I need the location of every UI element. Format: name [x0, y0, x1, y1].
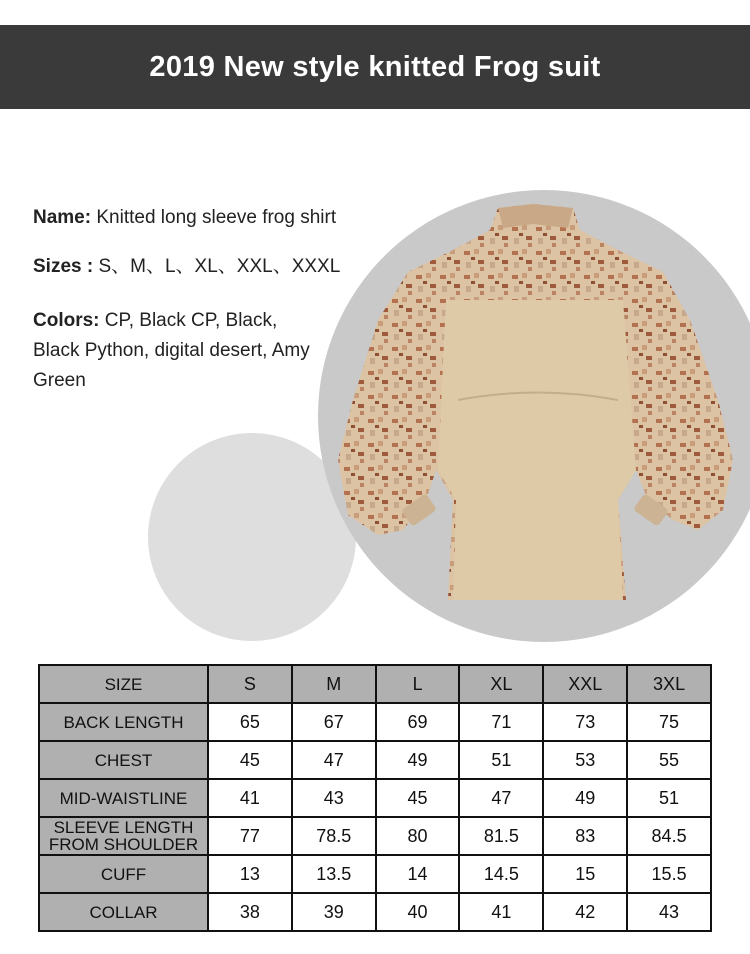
table-cell: 13.5 — [292, 855, 376, 893]
header-cell: SIZE — [39, 665, 208, 703]
row-label: CHEST — [39, 741, 208, 779]
table-cell: 42 — [543, 893, 627, 931]
table-cell: 39 — [292, 893, 376, 931]
sizes-value: S、M、L、XL、XXL、XXXL — [93, 256, 341, 277]
table-cell: 41 — [208, 779, 292, 817]
table-cell: 43 — [292, 779, 376, 817]
table-cell: 83 — [543, 817, 627, 855]
product-image-shirt — [318, 200, 750, 620]
table-cell: 41 — [459, 893, 543, 931]
table-cell: 80 — [376, 817, 460, 855]
table-row — [39, 855, 711, 893]
table-cell: 45 — [208, 741, 292, 779]
table-cell: 43 — [627, 893, 711, 931]
row-label: SLEEVE LENGTH FROM SHOULDER — [39, 817, 208, 855]
table-header-row — [39, 665, 711, 703]
title-banner — [0, 25, 750, 109]
product-name — [33, 203, 336, 233]
row-label: COLLAR — [39, 893, 208, 931]
sizes-label: Sizes : — [33, 256, 94, 277]
name-value: Knitted long sleeve frog shirt — [91, 207, 337, 228]
colors-label: Colors: — [33, 310, 100, 331]
colors-value: CP, Black CP, Black, Black Python, digital desert, Amy Green — [33, 310, 310, 391]
table-cell: 75 — [627, 703, 711, 741]
table-cell: 15.5 — [627, 855, 711, 893]
table-row — [39, 703, 711, 741]
name-label: Name: — [33, 207, 92, 228]
row-label: CUFF — [39, 855, 208, 893]
table-cell: 40 — [376, 893, 460, 931]
table-cell: 53 — [543, 741, 627, 779]
table-cell: 13 — [208, 855, 292, 893]
table-row — [39, 817, 711, 855]
product-sizes — [33, 252, 340, 282]
table-cell: 49 — [376, 741, 460, 779]
table-cell: 51 — [627, 779, 711, 817]
header-cell: XL — [459, 665, 543, 703]
table-cell: 14.5 — [459, 855, 543, 893]
table-cell: 73 — [543, 703, 627, 741]
table-cell: 51 — [459, 741, 543, 779]
row-label: MID-WAISTLINE — [39, 779, 208, 817]
table-cell: 78.5 — [292, 817, 376, 855]
table-cell: 47 — [459, 779, 543, 817]
table-cell: 49 — [543, 779, 627, 817]
header-cell: XXL — [543, 665, 627, 703]
table-row — [39, 741, 711, 779]
table-cell: 84.5 — [627, 817, 711, 855]
table-cell: 45 — [376, 779, 460, 817]
table-cell: 55 — [627, 741, 711, 779]
table-cell: 71 — [459, 703, 543, 741]
header-cell: L — [376, 665, 460, 703]
table-cell: 38 — [208, 893, 292, 931]
table-row — [39, 779, 711, 817]
table-cell: 81.5 — [459, 817, 543, 855]
page-title: 2019 New style knitted Frog suit — [149, 50, 601, 83]
header-cell: S — [208, 665, 292, 703]
table-cell: 69 — [376, 703, 460, 741]
table-cell: 15 — [543, 855, 627, 893]
table-cell: 14 — [376, 855, 460, 893]
table-cell: 67 — [292, 703, 376, 741]
table-cell: 65 — [208, 703, 292, 741]
header-cell: M — [292, 665, 376, 703]
product-colors — [33, 306, 323, 396]
header-cell: 3XL — [627, 665, 711, 703]
table-cell: 77 — [208, 817, 292, 855]
row-label: BACK LENGTH — [39, 703, 208, 741]
size-chart-table — [38, 664, 712, 932]
table-cell: 47 — [292, 741, 376, 779]
table-row — [39, 893, 711, 931]
